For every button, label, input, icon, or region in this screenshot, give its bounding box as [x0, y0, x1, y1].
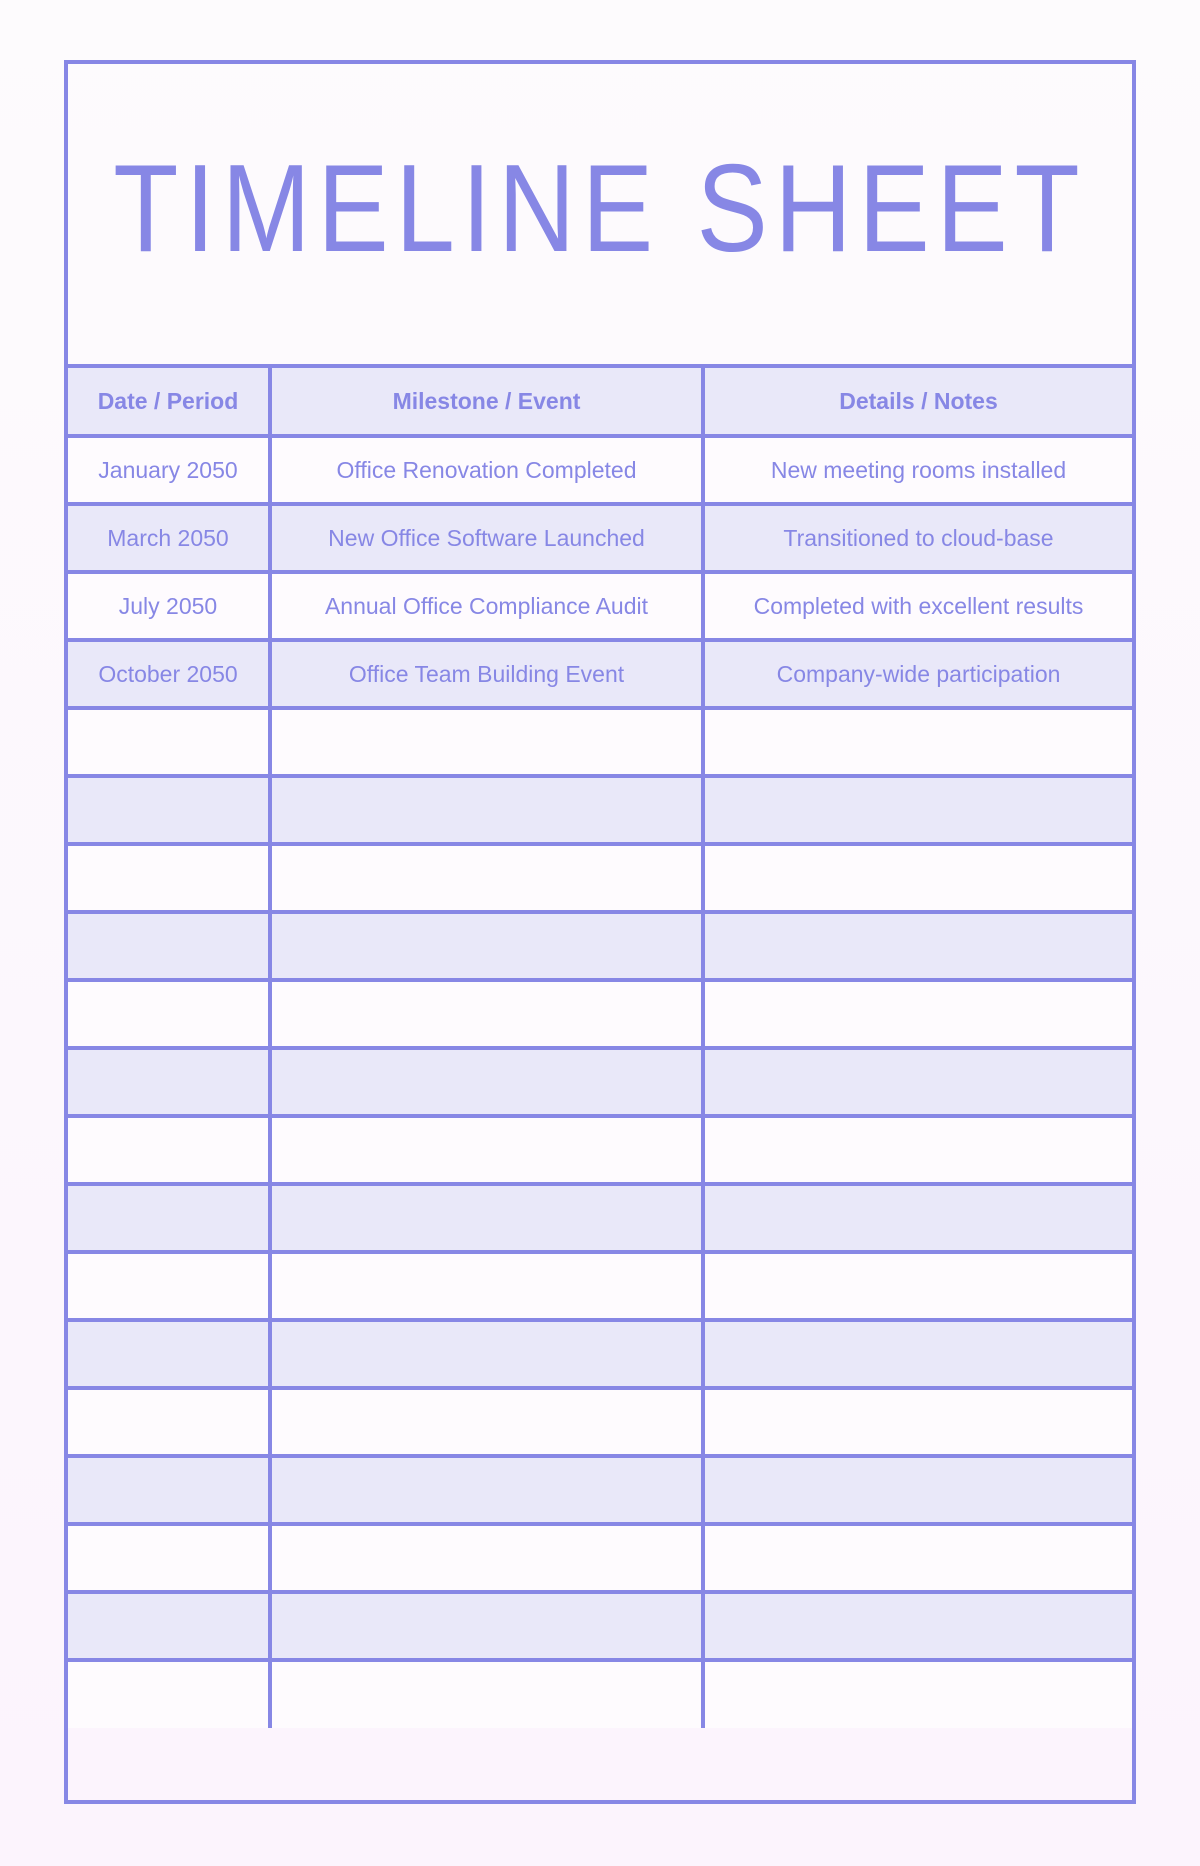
cell-details-notes[interactable]	[703, 1592, 1132, 1660]
table-row	[68, 1252, 1132, 1320]
cell-date-period[interactable]	[68, 980, 270, 1048]
cell-date-period[interactable]	[68, 1456, 270, 1524]
cell-milestone-event[interactable]: Annual Office Compliance Audit	[270, 572, 703, 640]
cell-milestone-event[interactable]	[270, 1592, 703, 1660]
cell-date-period[interactable]: March 2050	[68, 504, 270, 572]
table-row	[68, 980, 1132, 1048]
table-row	[68, 1524, 1132, 1592]
table-row	[68, 1184, 1132, 1252]
cell-date-period[interactable]	[68, 1660, 270, 1728]
cell-details-notes[interactable]	[703, 1524, 1132, 1592]
timeline-sheet	[64, 60, 1136, 1804]
cell-details-notes[interactable]	[703, 1456, 1132, 1524]
timeline-table	[68, 368, 1132, 1728]
header-details-notes: Details / Notes	[703, 368, 1132, 436]
table-row	[68, 572, 1132, 640]
cell-details-notes[interactable]: Completed with excellent results	[703, 572, 1132, 640]
cell-details-notes[interactable]	[703, 776, 1132, 844]
header-date-period: Date / Period	[68, 368, 270, 436]
cell-date-period[interactable]	[68, 1116, 270, 1184]
table-row	[68, 708, 1132, 776]
cell-date-period[interactable]	[68, 1252, 270, 1320]
cell-details-notes[interactable]: Company-wide participation	[703, 640, 1132, 708]
table-row	[68, 1048, 1132, 1116]
cell-details-notes[interactable]	[703, 1388, 1132, 1456]
cell-details-notes[interactable]	[703, 1660, 1132, 1728]
cell-date-period[interactable]: October 2050	[68, 640, 270, 708]
header-row	[68, 368, 1132, 436]
cell-milestone-event[interactable]	[270, 708, 703, 776]
cell-date-period[interactable]: January 2050	[68, 436, 270, 504]
cell-milestone-event[interactable]	[270, 980, 703, 1048]
cell-milestone-event[interactable]: Office Renovation Completed	[270, 436, 703, 504]
cell-milestone-event[interactable]: New Office Software Launched	[270, 504, 703, 572]
cell-milestone-event[interactable]	[270, 1252, 703, 1320]
table-row	[68, 1116, 1132, 1184]
cell-milestone-event[interactable]	[270, 1660, 703, 1728]
cell-details-notes[interactable]	[703, 1184, 1132, 1252]
cell-milestone-event[interactable]	[270, 1524, 703, 1592]
table-row	[68, 640, 1132, 708]
cell-milestone-event[interactable]	[270, 1320, 703, 1388]
cell-details-notes[interactable]	[703, 1116, 1132, 1184]
cell-date-period[interactable]	[68, 708, 270, 776]
cell-milestone-event[interactable]	[270, 912, 703, 980]
cell-milestone-event[interactable]: Office Team Building Event	[270, 640, 703, 708]
cell-details-notes[interactable]	[703, 1048, 1132, 1116]
cell-milestone-event[interactable]	[270, 776, 703, 844]
cell-details-notes[interactable]	[703, 844, 1132, 912]
table-row	[68, 1320, 1132, 1388]
cell-date-period[interactable]	[68, 1592, 270, 1660]
cell-details-notes[interactable]: Transitioned to cloud-base	[703, 504, 1132, 572]
cell-date-period[interactable]	[68, 1048, 270, 1116]
table-row	[68, 1660, 1132, 1728]
cell-details-notes[interactable]	[703, 980, 1132, 1048]
table-row	[68, 1388, 1132, 1456]
cell-milestone-event[interactable]	[270, 1184, 703, 1252]
cell-milestone-event[interactable]	[270, 844, 703, 912]
cell-date-period[interactable]	[68, 776, 270, 844]
cell-date-period[interactable]	[68, 1184, 270, 1252]
cell-milestone-event[interactable]	[270, 1048, 703, 1116]
table-row	[68, 776, 1132, 844]
table-row	[68, 504, 1132, 572]
cell-details-notes[interactable]	[703, 1320, 1132, 1388]
cell-date-period[interactable]: July 2050	[68, 572, 270, 640]
cell-details-notes[interactable]	[703, 708, 1132, 776]
cell-details-notes[interactable]	[703, 912, 1132, 980]
cell-milestone-event[interactable]	[270, 1456, 703, 1524]
cell-details-notes[interactable]	[703, 1252, 1132, 1320]
sheet-title: TIMELINE SHEET	[113, 140, 1087, 278]
cell-date-period[interactable]	[68, 1388, 270, 1456]
table-row	[68, 436, 1132, 504]
cell-milestone-event[interactable]	[270, 1388, 703, 1456]
table-row	[68, 912, 1132, 980]
header-milestone-event: Milestone / Event	[270, 368, 703, 436]
table-row	[68, 1592, 1132, 1660]
table-row	[68, 844, 1132, 912]
cell-milestone-event[interactable]	[270, 1116, 703, 1184]
table-row	[68, 1456, 1132, 1524]
cell-date-period[interactable]	[68, 1320, 270, 1388]
cell-date-period[interactable]	[68, 912, 270, 980]
cell-date-period[interactable]	[68, 844, 270, 912]
cell-details-notes[interactable]: New meeting rooms installed	[703, 436, 1132, 504]
cell-date-period[interactable]	[68, 1524, 270, 1592]
title-area	[68, 64, 1132, 368]
